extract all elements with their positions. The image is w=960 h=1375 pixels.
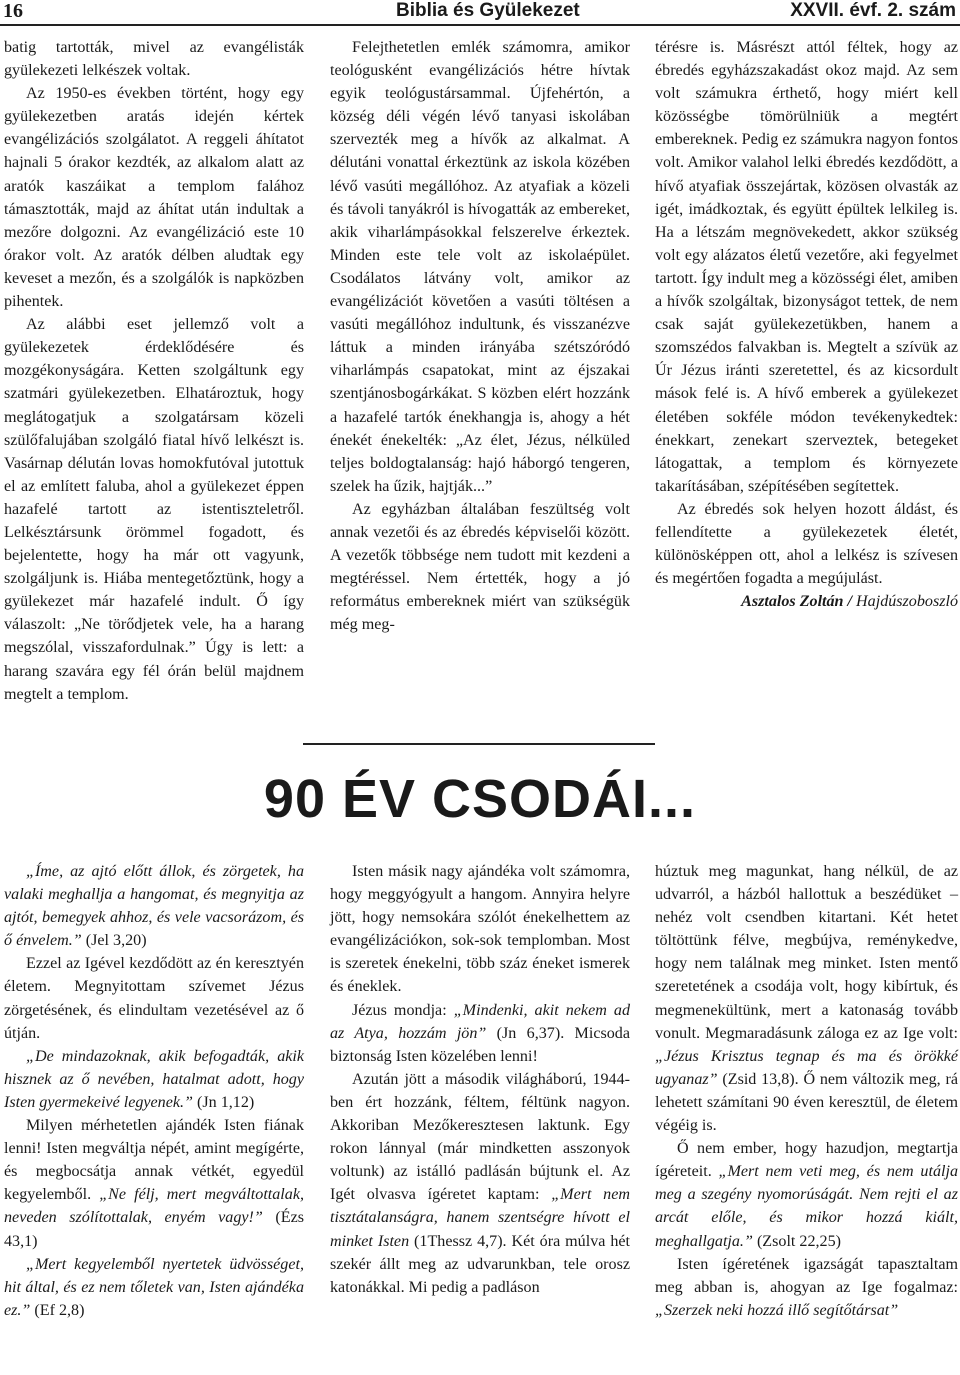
text: húztuk meg magunkat, hang nélkül, de az udvarról, a házból hallottuk a beszédüket – nehéz volt csendben kitartani. Két hetet töltöttünk félve, megbújva, reménykedve, hogy nem találnak meg minket. Isten mentő szeretetének a csodája volt, hogy kibírtuk, és megmenekültünk, mert a katonaság tovább vonult. Megmaradásunk záloga ez az Ige volt: [655, 863, 958, 1042]
bible-quote: „Íme, az ajtó előtt állok, és zörgetek, ha valaki meghallja a hangomat, és megnyitja az ajtót, bemegyek ahhoz, és vele vacsorázom, és ő énvelem.” [4, 863, 304, 950]
bottom-article-column-2 [330, 860, 630, 1299]
text: (Zsid 13,8). Ő nem változik meg, rá lehetett számítani 90 éven keresztül, de életem végéig is. [655, 1070, 958, 1135]
author-location: Hajdúszoboszló [856, 593, 958, 611]
bible-reference: (Ef 2,8) [30, 1301, 85, 1319]
top-article-column-2 [330, 36, 630, 636]
bible-quote: „Mert nem tisztátalanságra, hanem szentségre hívott el minket Isten [330, 1186, 630, 1250]
paragraph: térésre is. Másrészt attól féltek, hogy az ébredés egyházszakadást okoz majd. Az sem volt számukra érthető, hogy miért kell közösségbe tömörülniük a megtért embereknek. Pedig ez számukra nagyon fontos volt. Amikor valahol lelki ébredés kezdődött, a hívő atyafiak összejártak, közösen olvasták az igét, imádkoztak, és együtt épültek lelkileg is. Ha a létszám megnövekedett, akkor szükség volt egy alázatos életű vezetőre, aki fegyelmet tartott. Így indult meg a közösségi élet, amiben a hívők szolgáltak, bizonyságot tettek, de nem csak saját gyülekezetükben, hanem a szomszédos falvakban is. Megtelt a szívük az Úr Jézus iránti szeretettel, és az kicsordult mások felé is. A hívő emberek a gyülekezet életében sokféle módon tevékenykedtek: énekkart, zenekart szerveztek, betegeket látogattak, a templom és környezete takarításában, szépítésében segítettek. [655, 39, 958, 495]
paragraph: batig tartották, mivel az evangélisták gyülekezeti lelkészek voltak. [4, 39, 304, 80]
section-divider [303, 743, 655, 745]
paragraph: Az ébredés sok helyen hozott áldást, és fellendítette a gyülekezetek életét, különösképpen ott, ahol a lelkész is szívesen és megértően fogadta a megújulást. [655, 500, 958, 588]
issue-label: XXVII. évf. 2. szám [790, 0, 956, 21]
bible-quote: „Mert kegyelemből nyertetek üdvösséget, hit által, és ez nem tőletek van, Isten ajándéka ez.” [4, 1255, 304, 1319]
top-article-column-1 [4, 36, 304, 706]
bible-quote: „Jézus Krisztus tegnap és ma és örökké ugyanaz” [655, 1047, 958, 1088]
bottom-article-column-1 [4, 860, 304, 1322]
paragraph: Isten másik nagy ajándéka volt számomra, hogy meggyógyult a hangom. Annyira helyre jött, hogy nemsokára szólót énekelhettem az evangélizációkon, sok-sok templomban. Most is szeretek énekelni, több száz éneket ismerek és éneklek. [330, 863, 630, 996]
paragraph [4, 1253, 304, 1322]
paragraph [4, 1114, 304, 1253]
top-article-column-3 [655, 36, 958, 613]
text: Azután jött a második világháború, 1944-ben ért hozzánk, féltem, féltünk nagyon. Akkoriban Mezőkeresztesen laktunk. Egy rokon lánnyal (már mindketten asszonyok voltunk) az istálló padlásán bújtunk el. Az Igét olvasva ígéretet kaptam: [330, 1070, 630, 1204]
publication-title: Biblia és Gyülekezet [396, 0, 580, 21]
bible-reference: (Jel 3,20) [81, 932, 147, 950]
text: Isten ígéretének igazságát tapasztaltam meg abban is, ahogyan az Ige fogalmaz: [655, 1255, 958, 1296]
bible-quote: „Ne félj, mert megváltottalak, neveden szólítottalak, enyém vagy!” [4, 1186, 304, 1227]
text: (Jn 6,37). Micsoda biztonság Isten közelében lenni! [330, 1024, 630, 1065]
paragraph [330, 1068, 630, 1299]
text: (1Thessz 4,7). Két óra múlva hét szekér állt meg az udvarunkban, tele orosz katonákkal. Mi pedig a padláson [330, 1232, 630, 1296]
page-number: 16 [3, 0, 23, 22]
bible-quote: „Szerzek neki hozzá illő segítőtársat” [655, 1301, 899, 1319]
bible-quote: „Mert nem veti meg, és nem utálja meg a szegény nyomorúságát. Nem rejti el az arcát előle, és mikor hozzá kiált, meghallgatja.” [655, 1163, 958, 1250]
paragraph: Az egyházban általában feszültség volt annak vezetői és az ébredés képviselői között. A vezetők többsége nem tudott mit kezdeni a megtéréssel. Nem értették, hogy a jó református embereknek miért van szükségük még meg- [330, 500, 630, 634]
author-name: Asztalos Zoltán [741, 593, 844, 611]
bible-quote: „Mindenki, akit nekem ad az Atya, hozzám jön” [330, 1001, 630, 1042]
paragraph [4, 1045, 304, 1114]
text: Ő nem ember, hogy hazudjon, megtartja ígéreteit. [655, 1140, 958, 1181]
bible-reference: (Ézs 43,1) [4, 1209, 305, 1250]
paragraph [330, 999, 630, 1068]
paragraph: Felejthetetlen emlék számomra, amikor teológusként evangélizációs hétre hívtak egyik teológustársammal. Újfehértón, a község déli végén lévő tanyasi iskolában szervezték meg a hívők az alkalmat. A délutáni vonattal érkeztünk az iskola közében lévő vasúti megállóhoz. Az atyafiak a közeli és távoli tanyákról is hívogatták az embereket, akik viharlámpásokkal felszerelve érkeztek. Minden este tele volt az iskolaépület. Csodálatos látvány volt, amikor az evangélizációt követően a vasúti töltésen a vasúti megállóhoz indultunk, és visszanézve láttuk a minden irányába szétszóródó viharlámpás csapatokat, mint az éjszakai szentjánosbogárkákat. S közben elért hozzánk a hazafelé tartók énekhangja is, ahogy a hét énekét énekelték: „Az élet, Jézus, nélküled teljes boldogtalanság: hajó háborgó tengeren, szelek ha űzik, hajtják...” [330, 39, 630, 495]
paragraph: Az 1950-es években történt, hogy egy gyülekezetben aratás idején kértek evangélizációs szolgálatot. A reggeli áhítatot hajnali 5 órakor kezdték, az alkalom alatt az aratók kaszáikat a templom falához támasztották, majd az áhítat után indultak a mezőre dolgozni. Az evangélizáció este 10 órakor volt. Az aratók délben aludtak egy keveset a mezőn, és a szolgálók is napközben pihentek. [4, 85, 304, 311]
paragraph: Az alábbi eset jellemző volt a gyülekezetek érdeklődésére és mozgékonyságára. Ketten szolgáltunk egy szatmári gyülekezetben. Elhatároztuk, hogy meglátogatjuk a szolgatársam közeli szülőfalujában szolgáló fiatal hívő lelkészt is. Vasárnap délután lovas homokfutóval jutottuk el az említett faluba, ahol a gyülekezet éppen hazafelé tartott az istentiszteletről. Lelkésztársunk örömmel fogadott, és bejelentette, hogy ha már ott vagyunk, szolgáljunk is. Hiába mentegetőztünk, hogy a gyülekezet már hazafelé indult. Ő így válaszolt: „Ne törődjetek vele, ha a harang megszólal, visszafordulnak.” Úgy is lett: a harang szavára egy fél órán belül majdnem megtelt a templom. [4, 316, 304, 703]
paragraph [655, 860, 958, 1137]
paragraph [655, 1253, 958, 1322]
paragraph [655, 1137, 958, 1252]
text: Milyen mérhetetlen ajándék Isten fiának lenni! Isten megváltja népét, amint megígérte, és megbocsátja annak vétkét, egyedül kegyelemből. [4, 1117, 304, 1204]
page-header [0, 0, 960, 26]
bible-quote: „De mindazoknak, akik befogadták, akik hisznek az ő nevében, hatalmat adott, hogy Isten gyermekeivé legyenek.” [4, 1047, 304, 1111]
author-signature: Asztalos Zoltán / Hajdúszoboszló [741, 593, 958, 611]
text: (Zsolt 22,25) [752, 1232, 841, 1250]
header-rule [0, 24, 960, 26]
bottom-article-column-3 [655, 860, 958, 1322]
bible-reference: (Jn 1,12) [193, 1093, 255, 1111]
article-headline: 90 ÉV CSODÁI... [263, 769, 697, 829]
text: Jézus mondja: [352, 1001, 454, 1019]
paragraph: Ezzel az Igével kezdődött az én keresztyén életem. Megnyitottam szívemet Jézus zörgetésének, és elindultam vezetésével az ő útján. [4, 955, 304, 1042]
paragraph [4, 860, 304, 952]
